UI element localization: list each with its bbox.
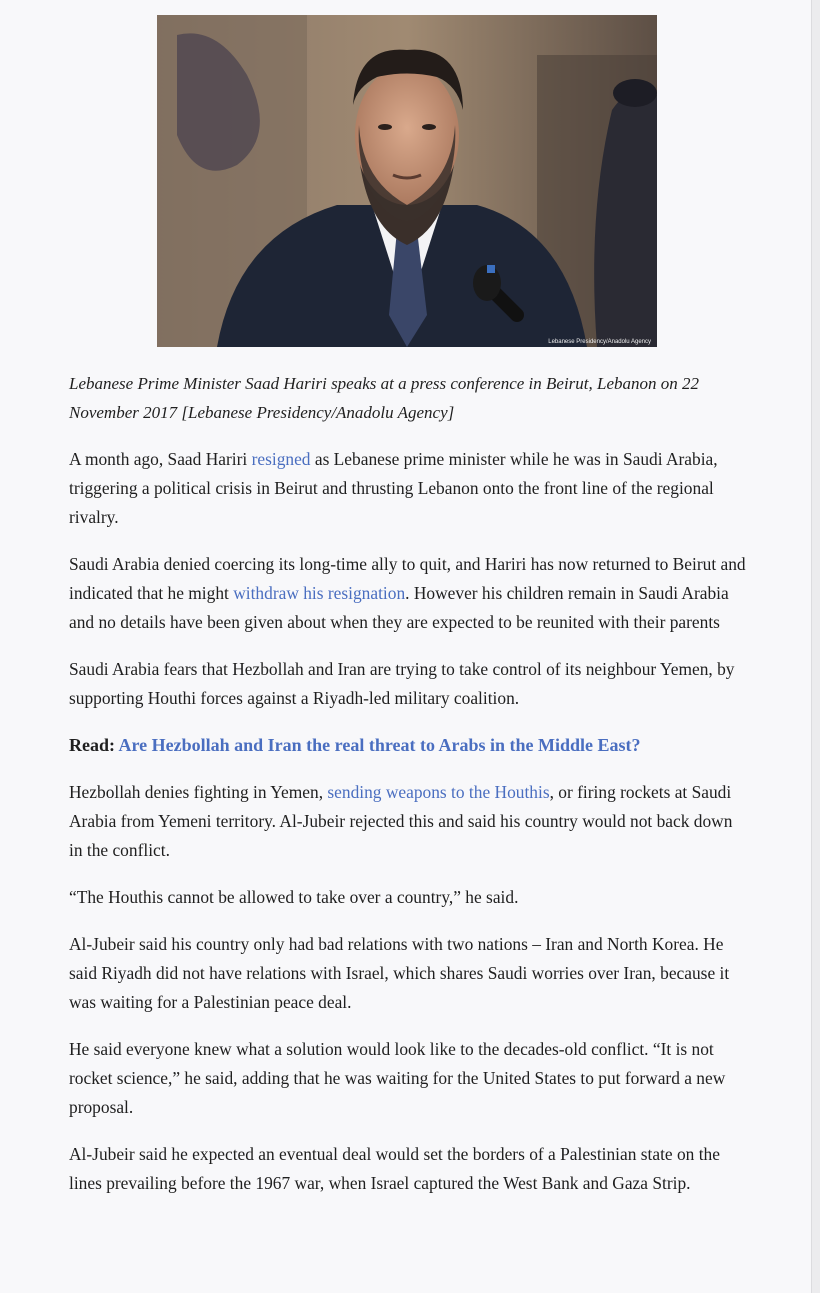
link-sending-weapons[interactable]: sending weapons to the Houthis	[327, 782, 550, 802]
paragraph-text: Hezbollah denies fighting in Yemen,	[69, 782, 328, 802]
link-read-more[interactable]: Are Hezbollah and Iran the real threat to Arabs in the Middle East?	[118, 735, 641, 755]
paragraph-2	[69, 550, 749, 637]
photo-illustration	[157, 15, 657, 347]
paragraph-1	[69, 445, 749, 532]
paragraph-text: A month ago, Saad Hariri	[69, 449, 252, 469]
article-body	[69, 15, 749, 1198]
paragraph-3: Saudi Arabia fears that Hezbollah and Iran are trying to take control of its neighbour Yemen, by supporting Houthi forces against a Riyadh-led military coalition.	[69, 659, 735, 708]
paragraph-4	[69, 778, 749, 865]
scrollbar[interactable]	[811, 0, 820, 1293]
paragraph-text: . However his children remain in Saudi Arabia and no details have been given about when they are expected to be reunited with their parents	[69, 583, 729, 632]
paragraph-8: Al-Jubeir said he expected an eventual deal would set the borders of a Palestinian state on the lines prevailing before the 1967 war, when Israel captured the West Bank and Gaza Strip.	[69, 1144, 720, 1193]
photo-caption: Lebanese Prime Minister Saad Hariri speaks at a press conference in Beirut, Lebanon on 22 November 2017 [Lebanese Presidency/Anadolu Agency]	[69, 374, 700, 422]
paragraph-text: , or firing rockets at Saudi Arabia from Yemeni territory. Al-Jubeir rejected this and said his country would not back down in the conflict.	[69, 782, 733, 860]
paragraph-text: Saudi Arabia denied coercing its long-time ally to quit, and Hariri has now returned to Beirut and indicated that he might	[69, 554, 746, 603]
read-more	[69, 731, 749, 760]
read-label: Read:	[69, 735, 119, 755]
paragraph-6: Al-Jubeir said his country only had bad relations with two nations – Iran and North Korea. He said Riyadh did not have relations with Israel, which shares Saudi worries over Iran, because it was waiting for a Palestinian peace deal.	[69, 934, 730, 1012]
link-resigned[interactable]: resigned	[251, 449, 311, 469]
paragraph-5: “The Houthis cannot be allowed to take over a country,” he said.	[69, 887, 519, 907]
link-withdraw-resignation[interactable]: withdraw his resignation	[233, 583, 406, 603]
paragraph-text: as Lebanese prime minister while he was in Saudi Arabia, triggering a political crisis in Beirut and thrusting Lebanon onto the front line of the regional rivalry.	[69, 449, 718, 527]
paragraph-7: He said everyone knew what a solution would look like to the decades-old conflict. “It is not rocket science,” he said, adding that he was waiting for the United States to put forward a new proposal.	[69, 1039, 726, 1117]
photo-credit: Lebanese Presidency/Anadolu Agency	[548, 339, 651, 345]
article-photo	[157, 15, 657, 347]
